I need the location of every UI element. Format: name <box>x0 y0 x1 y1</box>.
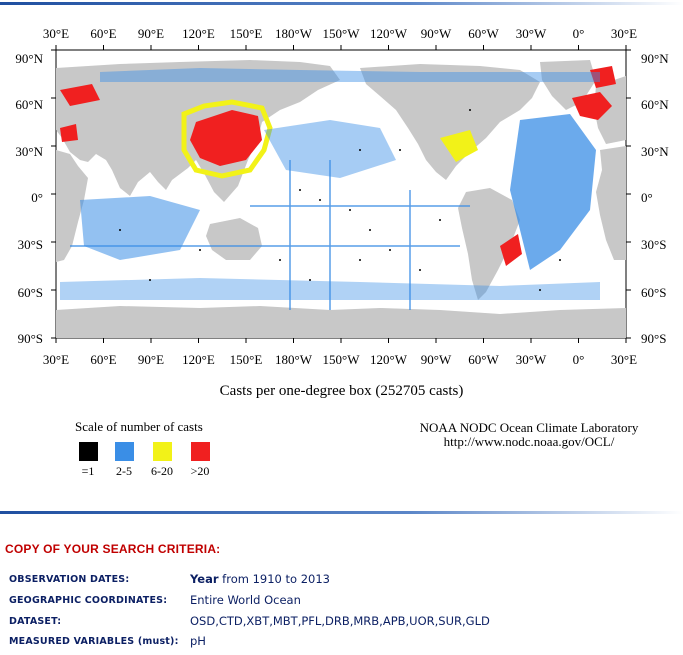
criteria-heading: COPY OF YOUR SEARCH CRITERIA: <box>5 542 221 556</box>
cast-density-map <box>0 10 683 365</box>
left-lat-label: 60°S <box>17 285 43 300</box>
bottom-lon-label: 0° <box>572 352 585 365</box>
legend-label: 2-5 <box>116 464 132 478</box>
right-lat-label: 60°S <box>641 285 667 300</box>
bottom-lon-label: 60°W <box>468 352 499 365</box>
left-lat-label: 90°N <box>15 51 43 66</box>
bottom-lon-label: 90°W <box>420 352 452 365</box>
right-lat-label: 30°N <box>641 144 669 159</box>
bottom-lon-label: 30°E <box>42 352 70 365</box>
left-latitude-labels <box>15 51 43 346</box>
top-lon-label: 30°W <box>515 26 547 41</box>
top-lon-label: 30°E <box>42 26 70 41</box>
geographic-value: Entire World Ocean <box>190 593 301 607</box>
criteria-row-variables <box>9 634 679 652</box>
bottom-lon-label: 60°E <box>90 352 117 365</box>
variables-label: MEASURED VARIABLES (must): <box>9 636 179 647</box>
top-lon-label: 120°W <box>370 26 407 41</box>
legend-label: 6-20 <box>151 464 173 478</box>
legend-label: =1 <box>81 464 95 478</box>
bottom-lon-label: 30°E <box>610 352 638 365</box>
variables-value: pH <box>190 634 206 648</box>
bottom-lon-label: 180°W <box>275 352 312 365</box>
observation-dates-label: OBSERVATION DATES: <box>9 574 130 585</box>
legend-swatch-red <box>191 442 210 461</box>
legend-item-gt20 <box>182 442 218 479</box>
top-lon-label: 60°W <box>468 26 499 41</box>
bottom-lon-label: 30°W <box>515 352 547 365</box>
top-lon-label: 150°E <box>229 26 263 41</box>
left-lat-label: 60°N <box>15 97 43 112</box>
right-lat-label: 90°N <box>641 51 669 66</box>
dataset-value: OSD,CTD,XBT,MBT,PFL,DRB,MRB,APB,UOR,SUR,GLD <box>190 614 490 628</box>
left-lat-label: 0° <box>31 190 43 205</box>
top-lon-label: 150°W <box>322 26 360 41</box>
bottom-lon-label: 120°W <box>370 352 407 365</box>
right-lat-label: 60°N <box>641 97 669 112</box>
top-lon-label: 120°E <box>182 26 215 41</box>
right-latitude-labels <box>641 51 669 346</box>
bottom-longitude-labels <box>43 352 637 365</box>
legend-swatch-black <box>79 442 98 461</box>
left-lat-label: 30°S <box>17 237 43 252</box>
map-caption: Casts per one-degree box (252705 casts) <box>219 383 464 399</box>
criteria-row-dates <box>9 572 679 590</box>
top-lon-label: 180°W <box>275 26 312 41</box>
bottom-lon-label: 150°E <box>229 352 263 365</box>
dataset-label: DATASET: <box>9 616 62 627</box>
legend-item-1 <box>70 442 106 479</box>
legend-label: >20 <box>190 464 210 478</box>
top-lon-label: 90°E <box>137 26 165 41</box>
observation-dates-unit: Year <box>190 572 219 586</box>
bottom-lon-label: 150°W <box>322 352 360 365</box>
credit-org: NOAA NODC Ocean Climate Laboratory <box>419 420 639 435</box>
right-lat-label: 30°S <box>641 237 667 252</box>
bottom-lon-label: 120°E <box>182 352 215 365</box>
top-lon-label: 60°E <box>90 26 117 41</box>
legend-title: Scale of number of casts <box>75 419 203 434</box>
legend-swatch-blue <box>115 442 134 461</box>
bottom-rule <box>0 511 683 514</box>
geographic-label: GEOGRAPHIC COORDINATES: <box>9 595 168 606</box>
top-longitude-labels <box>43 26 637 41</box>
credit-url: http://www.nodc.noaa.gov/OCL/ <box>443 434 615 449</box>
left-lat-label: 90°S <box>17 331 43 346</box>
criteria-row-dataset <box>9 614 679 632</box>
top-lon-label: 0° <box>572 26 585 41</box>
bottom-lon-label: 90°E <box>137 352 165 365</box>
observation-dates-value <box>190 572 330 586</box>
top-lon-label: 30°E <box>610 26 638 41</box>
legend-swatch-yellow <box>153 442 172 461</box>
observation-dates-range: from 1910 to 2013 <box>222 572 330 586</box>
legend-item-2-5 <box>106 442 142 479</box>
top-lon-label: 90°W <box>420 26 452 41</box>
criteria-row-geo <box>9 593 679 611</box>
left-lat-label: 30°N <box>15 144 43 159</box>
right-lat-label: 0° <box>641 190 653 205</box>
top-rule <box>0 2 683 5</box>
legend-item-6-20 <box>144 442 180 479</box>
right-lat-label: 90°S <box>641 331 667 346</box>
